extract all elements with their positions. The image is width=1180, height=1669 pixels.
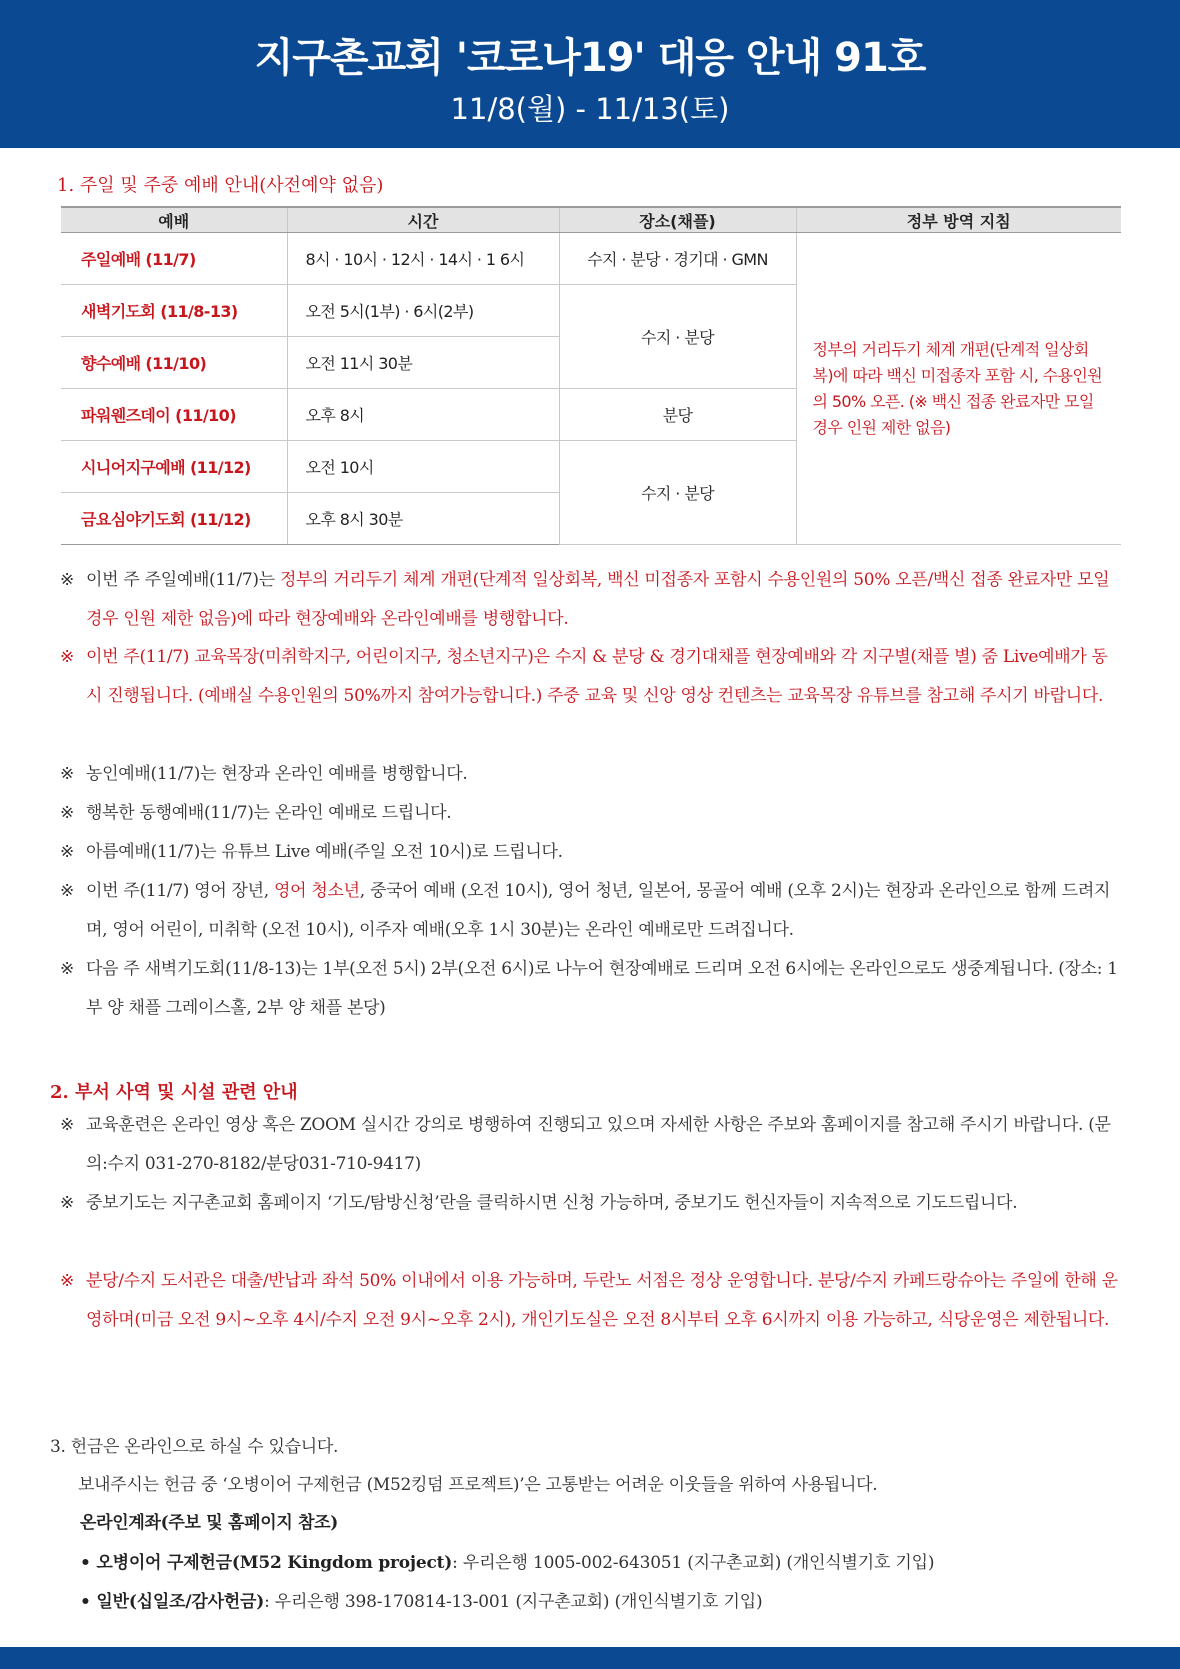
place-cell: 수지 · 분당: [559, 285, 796, 389]
time-cell: 8시 · 10시 · 12시 · 14시 · 1 6시: [287, 233, 559, 285]
header-banner: [0, 0, 1180, 148]
service-cell: 향수예배 (11/10): [61, 337, 287, 389]
notice-text-highlight: 정부의 거리두기 체계 개편(단계적 일상회복, 백신 미접종자 포함시 수용인원의 50% 오픈/백신 접종 완료자만 모일 경우 인원 제한 없음)에 따라 현장예배와 온라인예배를 병행합니다.: [86, 570, 1110, 629]
note-mark: ※: [60, 764, 74, 784]
column-header: 정부 방역 지침: [796, 207, 1121, 233]
account-item: [80, 1587, 762, 1612]
note-mark: ※: [60, 570, 74, 590]
worship-schedule-table: [61, 206, 1121, 545]
place-cell: 수지 · 분당 · 경기대 · GMN: [559, 233, 796, 285]
time-cell: 오후 8시 30분: [287, 493, 559, 545]
place-cell: 수지 · 분당: [559, 441, 796, 545]
notice-item: [60, 755, 1120, 794]
time-cell: 오전 5시(1부) · 6시(2부): [287, 285, 559, 337]
page-title: 지구촌교회 '코로나19' 대응 안내 91호: [254, 35, 926, 81]
service-cell: 새벽기도회 (11/8-13): [61, 285, 287, 337]
section2-title: 2. 부서 사역 및 시설 관련 안내: [50, 1082, 298, 1103]
notice-item: [60, 1262, 1120, 1340]
footer-bar: [0, 1647, 1180, 1669]
offering-description: 보내주시는 헌금 중 ‘오병이어 구제헌금 (M52킹덤 프로젝트)’은 고통받는 어려운 이웃들을 위하여 사용됩니다.: [78, 1475, 878, 1495]
notice-text: 다음 주 새벽기도회(11/8-13)는 1부(오전 5시) 2부(오전 6시)로 나누어 현장예배로 드리며 오전 6시에는 온라인으로도 생중계됩니다. (장소: 1부 양 채플 그레이스홀, 2부 양 채플 본당): [86, 959, 1118, 1018]
notice-text: 아름예배(11/7)는 유튜브 Live 예배(주일 오전 10시)로 드립니다.: [86, 842, 563, 862]
note-mark: ※: [60, 1193, 74, 1213]
account-item: [80, 1548, 934, 1573]
notice-text: , 중국어 예배 (오전 10시), 영어 청년, 일본어, 몽골어 예배 (오후 2시)는 현장과 온라인으로 함께 드려지며, 영어 어린이, 미취학 (오전 10시), 이주자 예배(오후 1시 30분)는 온라인 예배로만 드려집니다.: [86, 881, 1111, 940]
note-mark: ※: [60, 842, 74, 862]
place-cell: 분당: [559, 389, 796, 441]
notice-item: [60, 1106, 1120, 1184]
notice-item: [60, 1184, 1120, 1223]
online-account-title: 온라인계좌(주보 및 홈페이지 참조): [80, 1513, 339, 1533]
notice-item: [60, 638, 1120, 716]
account-label: • 오병이어 구제헌금(M52 Kingdom project): [80, 1553, 453, 1573]
note-mark: ※: [60, 1271, 74, 1291]
service-cell: 금요심야기도회 (11/12): [61, 493, 287, 545]
note-mark: ※: [60, 803, 74, 823]
notice-text: 농인예배(11/7)는 현장과 온라인 예배를 병행합니다.: [86, 764, 468, 784]
notice-text: 행복한 동행예배(11/7)는 온라인 예배로 드립니다.: [86, 803, 452, 823]
column-header: 예배: [61, 207, 287, 233]
notice-item: [60, 872, 1120, 950]
notice-item: [60, 794, 1120, 833]
service-cell: 주일예배 (11/7): [61, 233, 287, 285]
notice-text: 중보기도는 지구촌교회 홈페이지 ‘기도/탐방신청’란을 클릭하시면 신청 가능하며, 중보기도 헌신자들이 지속적으로 기도드립니다.: [86, 1193, 1018, 1213]
note-mark: ※: [60, 881, 74, 901]
notice-item: [60, 833, 1120, 872]
column-header: 시간: [287, 207, 559, 233]
service-cell: 시니어지구예배 (11/12): [61, 441, 287, 493]
notice-text: 분당/수지 도서관은 대출/반납과 좌석 50% 이내에서 이용 가능하며, 두란노 서점은 정상 운영합니다. 분당/수지 카페드랑슈아는 주일에 한해 운영하며(미금 오전 9시~오후 4시/수지 오전 9시~오후 2시), 개인기도실은 오전 8시부터 오후 6시까지 이용 가능하고, 식당운영은 제한됩니다.: [86, 1271, 1118, 1330]
notice-item: [60, 950, 1120, 1028]
note-mark: ※: [60, 1115, 74, 1135]
table-row: [61, 233, 1121, 285]
notice-text: 이번 주 주일예배(11/7)는: [86, 570, 280, 590]
note-mark: ※: [60, 959, 74, 979]
column-header: 장소(채플): [559, 207, 796, 233]
time-cell: 오후 8시: [287, 389, 559, 441]
account-number: : 우리은행 1005-002-643051 (지구촌교회) (개인식별기호 기입): [452, 1553, 935, 1573]
table-header-row: [61, 207, 1121, 233]
section3-title: 3. 헌금은 온라인으로 하실 수 있습니다.: [50, 1437, 339, 1457]
notice-item: [60, 561, 1120, 639]
account-label: • 일반(십일조/감사헌금): [80, 1592, 265, 1612]
service-cell: 파워웬즈데이 (11/10): [61, 389, 287, 441]
page-subtitle: 11/8(월) - 11/13(토): [450, 92, 730, 126]
notice-text: 이번 주(11/7) 교육목장(미취학지구, 어린이지구, 청소년지구)은 수지 & 분당 & 경기대채플 현장예배와 각 지구별(채플 별) 줌 Live예배가 동시 진행됩니다. (예배실 수용인원의 50%까지 참여가능합니다.) 주중 교육 및 신앙 영상 컨텐츠는 교육목장 유튜브를 참고해 주시기 바랍니다.: [86, 647, 1108, 706]
notice-text-highlight: 영어 청소년: [274, 881, 360, 901]
guideline-cell: 정부의 거리두기 체계 개편(단계적 일상회복)에 따라 백신 미접종자 포함 시, 수용인원의 50% 오픈. (※ 백신 접종 완료자만 모일 경우 인원 제한 없음): [796, 233, 1121, 545]
time-cell: 오전 10시: [287, 441, 559, 493]
section1-title: 1. 주일 및 주중 예배 안내(사전예약 없음): [57, 175, 384, 196]
account-number: : 우리은행 398-170814-13-001 (지구촌교회) (개인식별기호 기입): [264, 1592, 763, 1612]
notice-text: 이번 주(11/7) 영어 장년,: [86, 881, 275, 901]
note-mark: ※: [60, 647, 74, 667]
notice-text: 교육훈련은 온라인 영상 혹은 ZOOM 실시간 강의로 병행하여 진행되고 있으며 자세한 사항은 주보와 홈페이지를 참고해 주시기 바랍니다. (문의:수지 031-270-8182/분당031-710-9417): [86, 1115, 1111, 1174]
time-cell: 오전 11시 30분: [287, 337, 559, 389]
